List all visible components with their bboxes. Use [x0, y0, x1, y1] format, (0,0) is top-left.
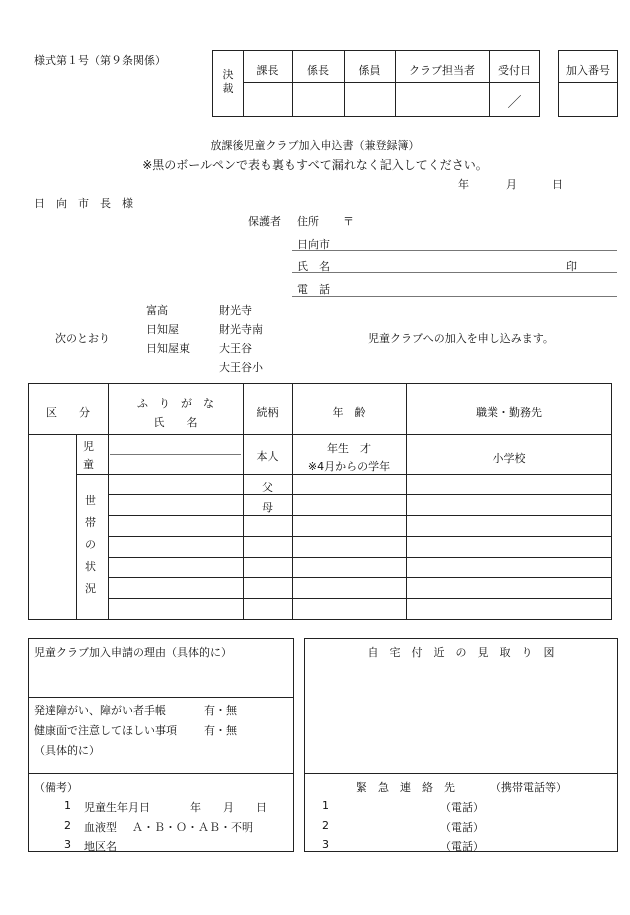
header-name: 氏 名 — [153, 416, 198, 429]
approval-side-label: 決裁 — [222, 68, 234, 95]
date-month: 月 — [506, 178, 517, 191]
reception-date-slash: ／ — [507, 95, 522, 111]
clubs-intro: 次のとおり — [55, 332, 110, 345]
emergency-no-2: 2 — [322, 819, 329, 832]
disability-choice1: 有・無 — [204, 704, 237, 717]
map-title: 自 宅 付 近 の 見 取 り 図 — [367, 646, 555, 659]
mother-relation: 母 — [262, 501, 273, 514]
self-relation: 本人 — [256, 450, 279, 463]
remark-text-1: 児童生年月日 — [84, 801, 150, 814]
school-label: 小学校 — [492, 452, 526, 465]
remark-no-3: 3 — [64, 838, 71, 851]
emergency-no-3: 3 — [322, 838, 329, 851]
father-relation: 父 — [262, 481, 273, 494]
col-reception-date: 受付日 — [498, 64, 531, 77]
address-label: 住所 — [297, 215, 319, 228]
guardian-label: 保護者 — [248, 215, 281, 228]
header-relation: 続柄 — [256, 406, 279, 419]
instruction: ※黒のボールペンで表も裏もすべて漏れなく記入してください。 — [142, 158, 488, 172]
remark-no-2: 2 — [64, 819, 71, 832]
date-day: 日 — [552, 178, 563, 191]
header-section: 区 分 — [46, 406, 90, 419]
header-job: 職業・勤務先 — [476, 406, 542, 419]
col-kakariin: 係員 — [358, 64, 381, 77]
remarks-title: （備考） — [34, 781, 78, 794]
club-zaikoji: 財光寺 — [219, 304, 252, 317]
club-daioya-sho: 大王谷小 — [219, 361, 263, 374]
disability-line2: 健康面で注意してほしい事項 — [34, 724, 177, 737]
join-number-box — [558, 50, 618, 117]
postal-mark: 〒 — [343, 215, 354, 228]
reason-title: 児童クラブ加入申請の理由（具体的に） — [34, 646, 232, 659]
join-number-label: 加入番号 — [566, 64, 610, 77]
club-tomitaka: 富高 — [146, 304, 168, 317]
form-title: 放課後児童クラブ加入申込書（兼登録簿） — [210, 139, 420, 152]
phone-label: 電 話 — [297, 283, 330, 296]
household-label: 世帯の状況 — [85, 494, 96, 595]
header-furigana: ふ り が な — [137, 397, 214, 410]
disability-line1: 発達障がい、障がい者手帳 — [34, 704, 166, 717]
emergency-phone-2: （電話） — [440, 821, 484, 834]
guardian-name-label: 氏 名 — [297, 260, 330, 273]
col-club-staff: クラブ担当者 — [409, 64, 475, 77]
remark-text-2: 血液型 — [84, 821, 117, 834]
emergency-note: （携帯電話等） — [490, 781, 567, 794]
col-kacho: 課長 — [256, 64, 279, 77]
emergency-phone-1: （電話） — [440, 801, 484, 814]
emergency-title: 緊 急 連 絡 先 — [356, 781, 455, 794]
age-note: ※4月からの学年 — [307, 460, 391, 473]
club-daioya: 大王谷 — [219, 342, 252, 355]
date-year: 年 — [458, 178, 469, 191]
age-text: 年生 才 — [327, 442, 371, 455]
club-hichiya-higashi: 日知屋東 — [146, 342, 190, 355]
emergency-phone-3: （電話） — [440, 840, 484, 853]
remark-extra-1: 年 月 日 — [190, 801, 267, 814]
col-kakaricho: 係長 — [307, 64, 329, 77]
remark-no-1: 1 — [64, 799, 71, 812]
apply-text: 児童クラブへの加入を申し込みます。 — [368, 332, 554, 345]
disability-line3: （具体的に） — [34, 744, 100, 757]
disability-choice2: 有・無 — [204, 724, 237, 737]
emergency-no-1: 1 — [322, 799, 329, 812]
city-name: 日向市 — [297, 238, 330, 251]
club-zaikoji-minami: 財光寺南 — [219, 323, 263, 336]
form-number: 様式第１号（第９条関係） — [34, 54, 166, 67]
club-hichiya: 日知屋 — [146, 323, 179, 336]
remark-extra-2: Ａ・Ｂ・Ｏ・ＡＢ・不明 — [132, 821, 253, 834]
seal-mark: 印 — [566, 260, 577, 273]
addressee: 日 向 市 長 様 — [34, 197, 133, 210]
header-age: 年 齢 — [332, 406, 366, 419]
child-label: 児童 — [83, 440, 94, 471]
remark-text-3: 地区名 — [84, 840, 117, 853]
